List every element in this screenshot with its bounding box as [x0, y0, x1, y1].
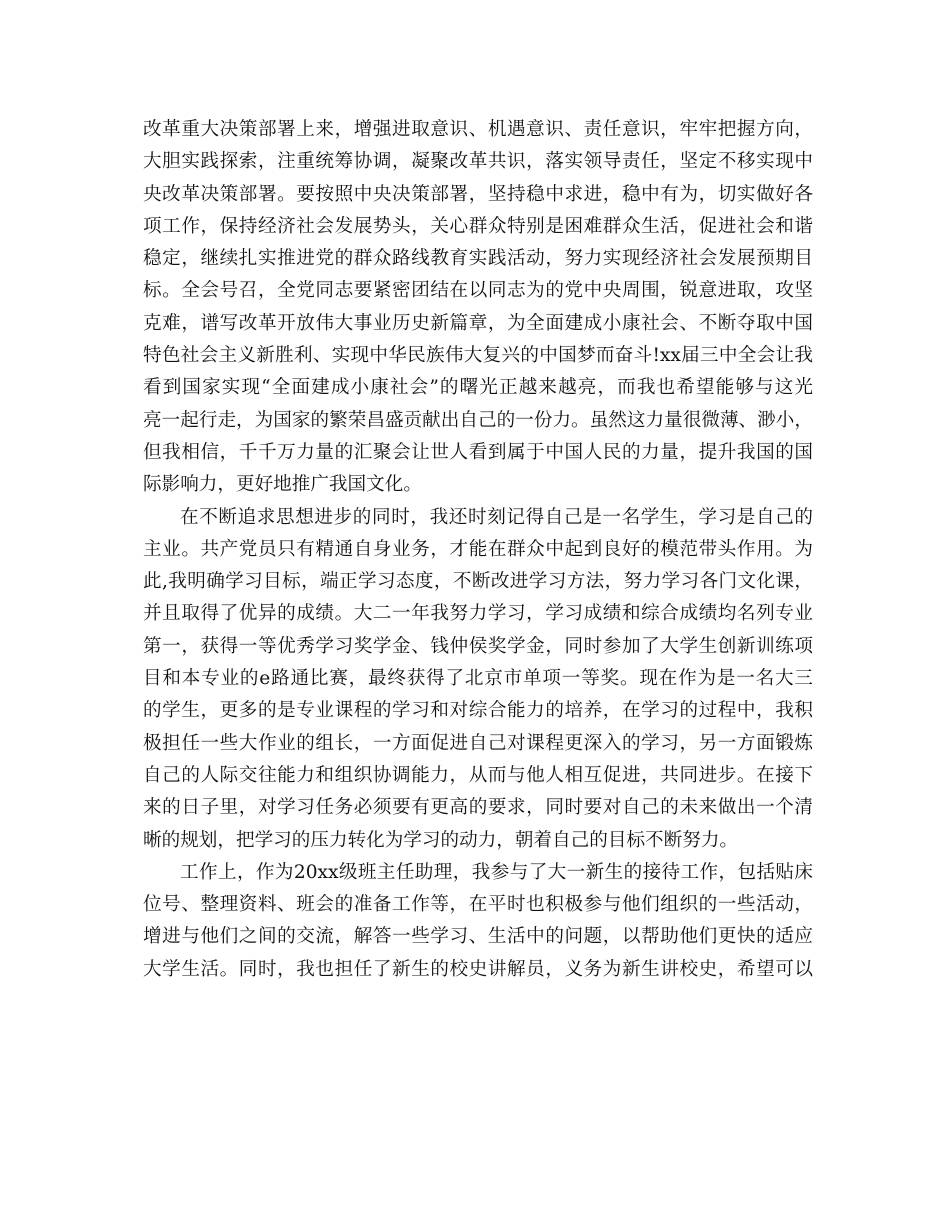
text-line: 大学生活。同时，我也担任了新生的校史讲解员，义务为新生讲校史，希望可以	[143, 958, 813, 980]
text-line: 晰的规划，把学习的压力转化为学习的动力，朝着自己的目标不断努力。	[143, 829, 739, 851]
text-line: 目和本专业的e路通比赛，最终获得了北京市单项一等奖。现在作为是一名大三	[143, 668, 813, 690]
text-line: 稳定，继续扎实推进党的群众路线教育实践活动，努力实现经济社会发展预期目	[143, 248, 813, 270]
text-line: 的学生，更多的是专业课程的学习和对综合能力的培养，在学习的过程中，我积	[143, 700, 813, 722]
text-line: 主业。共产党员只有精通自身业务，才能在群众中起到良好的模范带头作用。为	[143, 538, 813, 560]
text-line: 并且取得了优异的成绩。大二一年我努力学习，学习成绩和综合成绩均名列专业	[143, 603, 813, 625]
text-line: 在不断追求思想进步的同时，我还时刻记得自己是一名学生，学习是自己的	[180, 506, 813, 528]
paragraph-3	[143, 857, 813, 986]
text-line: 极担任一些大作业的组长，一方面促进自己对课程更深入的学习，另一方面锻炼	[143, 732, 813, 754]
text-line: 自己的人际交往能力和组织协调能力，从而与他人相互促进，共同进步。在接下	[143, 764, 813, 786]
text-line: 位号、整理资料、班会的准备工作等，在平时也积极参与他们组织的一些活动，	[143, 894, 813, 916]
text-line: 央改革决策部署。要按照中央决策部署，坚持稳中求进，稳中有为，切实做好各	[143, 183, 813, 205]
text-line: 改革重大决策部署上来，增强进取意识、机遇意识、责任意识，牢牢把握方向，	[143, 119, 813, 140]
text-line: 项工作，保持经济社会发展势头，关心群众特别是困难群众生活，促进社会和谐	[143, 215, 813, 237]
text-line: 此,我明确学习目标，端正学习态度，不断改进学习方法，努力学习各门文化课，	[143, 571, 813, 593]
paragraph-1	[143, 114, 813, 502]
text-line: 增进与他们之间的交流，解答一些学习、生活中的问题，以帮助他们更快的适应	[143, 926, 813, 948]
document-body	[143, 114, 813, 986]
text-line: 标。全会号召，全党同志要紧密团结在以同志为的党中央周围，锐意进取，攻坚	[143, 280, 813, 302]
paragraph-2	[143, 502, 813, 857]
text-line: 工作上，作为20xx级班主任助理，我参与了大一新生的接待工作，包括贴床	[180, 861, 813, 883]
text-line: 看到国家实现“全面建成小康社会”的曙光正越来越亮，而我也希望能够与这光	[143, 377, 813, 399]
text-line: 际影响力，更好地推广我国文化。	[143, 474, 422, 496]
text-line: 第一，获得一等优秀学习奖学金、钱仲侯奖学金，同时参加了大学生创新训练项	[143, 635, 813, 657]
text-line: 大胆实践探索，注重统筹协调，凝聚改革共识，落实领导责任，坚定不移实现中	[143, 151, 813, 173]
text-line: 来的日子里，对学习任务必须要有更高的要求，同时要对自己的未来做出一个清	[143, 797, 813, 819]
text-line: 亮一起行走，为国家的繁荣昌盛贡献出自己的一份力。虽然这力量很微薄、渺小，	[143, 409, 813, 431]
text-line: 但我相信，千千万力量的汇聚会让世人看到属于中国人民的力量，提升我国的国	[143, 441, 813, 463]
text-line: 特色社会主义新胜利、实现中华民族伟大复兴的中国梦而奋斗!xx届三中全会让我	[143, 345, 813, 367]
text-line: 克难，谱写改革开放伟大事业历史新篇章，为全面建成小康社会、不断夺取中国	[143, 312, 813, 334]
